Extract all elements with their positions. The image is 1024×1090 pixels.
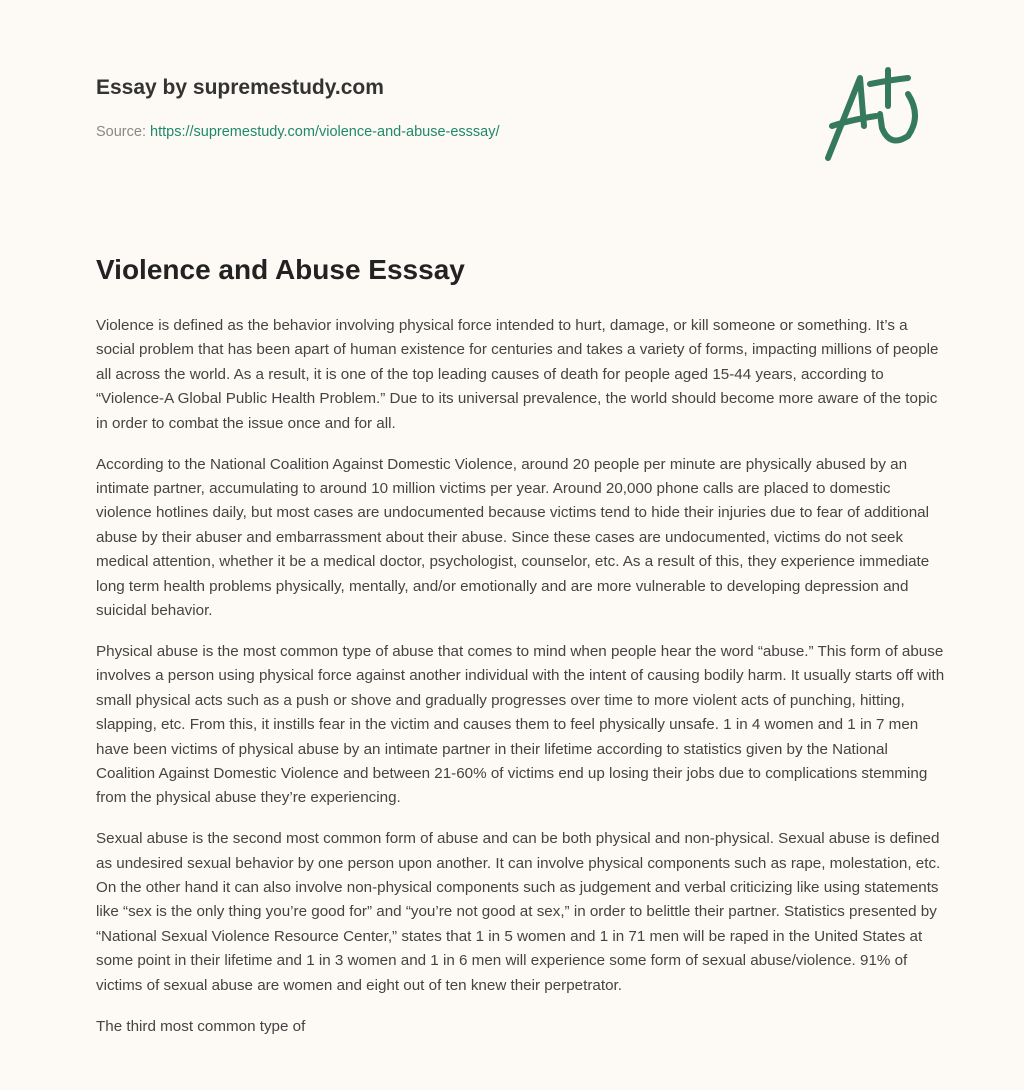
- essay-body: [96, 314, 948, 1055]
- a-plus-logo-icon: [820, 66, 930, 166]
- paragraph: Sexual abuse is the second most common form of abuse and can be both physical and non-physical. Sexual abuse is defined as undesired sexual behavior by one person upon another. It can involve physical components such as rape, molestation, etc. On the other hand it can also involve non-physical components such as judgement and verbal criticizing like using statements like “sex is the only thing you’re good for” and “you’re not good at sex,” in order to belittle their partner. Statistics presented by “National Sexual Violence Resource Center,” states that 1 in 5 women and 1 in 71 men will be raped in the United States at some point in their lifetime and 1 in 3 women and 1 in 6 men will experience some form of sexual abuse/violence. 91% of victims of sexual abuse are women and eight out of ten knew their perpetrator.: [96, 830, 941, 994]
- paragraph: Physical abuse is the most common type of abuse that comes to mind when people hear the word “abuse.” This form of abuse involves a person using physical force against another individual with the intent of causing bodily harm. It usually starts off with small physical acts such as a push or shove and gradually progresses over time to more violent acts of punching, hitting, slapping, etc. From this, it instills fear in the victim and causes them to feel physically unsafe. 1 in 4 women and 1 in 7 men have been victims of physical abuse by an intimate partner in their lifetime according to statistics given by the National Coalition Against Domestic Violence and between 21-60% of victims end up losing their jobs due to complications stemming from the physical abuse they’re experiencing.: [96, 642, 945, 807]
- essay-title: Violence and Abuse Esssay: [96, 254, 465, 285]
- source-link[interactable]: https://supremestudy.com/violence-and-abuse-esssay/: [150, 124, 500, 140]
- source-line: [96, 124, 500, 140]
- paragraph: According to the National Coalition Against Domestic Violence, around 20 people per minute are physically abused by an intimate partner, accumulating to around 10 million victims per year. Around 20,000 phone calls are placed to domestic violence hotlines daily, but most cases are undocumented because victims tend to hide their injuries due to fear of additional abuse by their abuser and embarrassment about their abuse. Since these cases are undocumented, victims do not seek medical attention, whether it be a medical doctor, psychologist, counselor, etc. As a result of this, they experience immediate long term health problems physically, mentally, and/or emotionally and are more vulnerable to developing depression and suicidal behavior.: [96, 455, 930, 619]
- site-title: Essay by supremestudy.com: [96, 76, 384, 99]
- paragraph: The third most common type of: [96, 1017, 306, 1035]
- source-label: Source:: [96, 124, 146, 140]
- paragraph: Violence is defined as the behavior involving physical force intended to hurt, damage, or kill someone or something. It’s a social problem that has been apart of human existence for centuries and takes a variety of forms, impacting millions of people all across the world. As a result, it is one of the top leading causes of death for people aged 15-44 years, according to “Violence-A Global Public Health Problem.” Due to its universal prevalence, the world should become more aware of the topic in order to combat the issue once and for all.: [96, 317, 939, 432]
